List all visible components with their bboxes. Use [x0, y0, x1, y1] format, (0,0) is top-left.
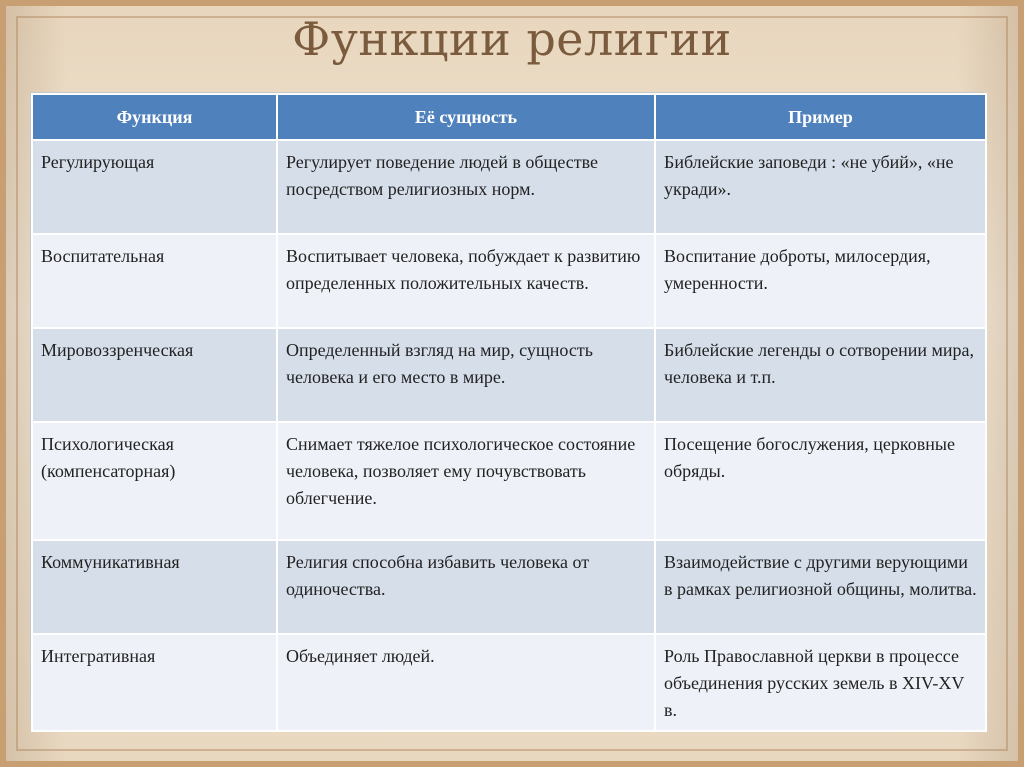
functions-table-container: [30, 92, 984, 722]
table-row: [32, 634, 986, 731]
cell-essence: Определенный взгляд на мир, сущность человека и его место в мире.: [277, 328, 655, 422]
cell-example: Воспитание доброты, милосердия, умеренности.: [655, 234, 986, 328]
cell-example: Библейские заповеди : «не убий», «не укради».: [655, 140, 986, 234]
cell-essence: Регулирует поведение людей в обществе посредством религиозных норм.: [277, 140, 655, 234]
table-row: [32, 140, 986, 234]
table-row: [32, 540, 986, 634]
cell-example: Библейские легенды о сотворении мира, человека и т.п.: [655, 328, 986, 422]
cell-essence: Снимает тяжелое психологическое состояние человека, позволяет ему почувствовать облегчение.: [277, 422, 655, 540]
table-header-row: [32, 94, 986, 140]
cell-essence: Объединяет людей.: [277, 634, 655, 731]
table-row: [32, 328, 986, 422]
table-row: [32, 234, 986, 328]
cell-function: Регулирующая: [32, 140, 277, 234]
cell-example: Роль Православной церкви в процессе объединения русских земель в XIV-XV в.: [655, 634, 986, 731]
cell-function: Психологическая (компенсаторная): [32, 422, 277, 540]
functions-table: [31, 93, 987, 732]
cell-example: Взаимодействие с другими верующими в рамках религиозной общины, молитва.: [655, 540, 986, 634]
table-row: [32, 422, 986, 540]
column-header-essence: Её сущность: [277, 94, 655, 140]
cell-function: Интегративная: [32, 634, 277, 731]
page-title: Функции религии: [292, 12, 732, 66]
column-header-function: Функция: [32, 94, 277, 140]
cell-function: Воспитательная: [32, 234, 277, 328]
cell-function: Мировоззренческая: [32, 328, 277, 422]
cell-example: Посещение богослужения, церковные обряды.: [655, 422, 986, 540]
cell-essence: Воспитывает человека, побуждает к развитию определенных положительных качеств.: [277, 234, 655, 328]
cell-function: Коммуникативная: [32, 540, 277, 634]
column-header-example: Пример: [655, 94, 986, 140]
cell-essence: Религия способна избавить человека от одиночества.: [277, 540, 655, 634]
